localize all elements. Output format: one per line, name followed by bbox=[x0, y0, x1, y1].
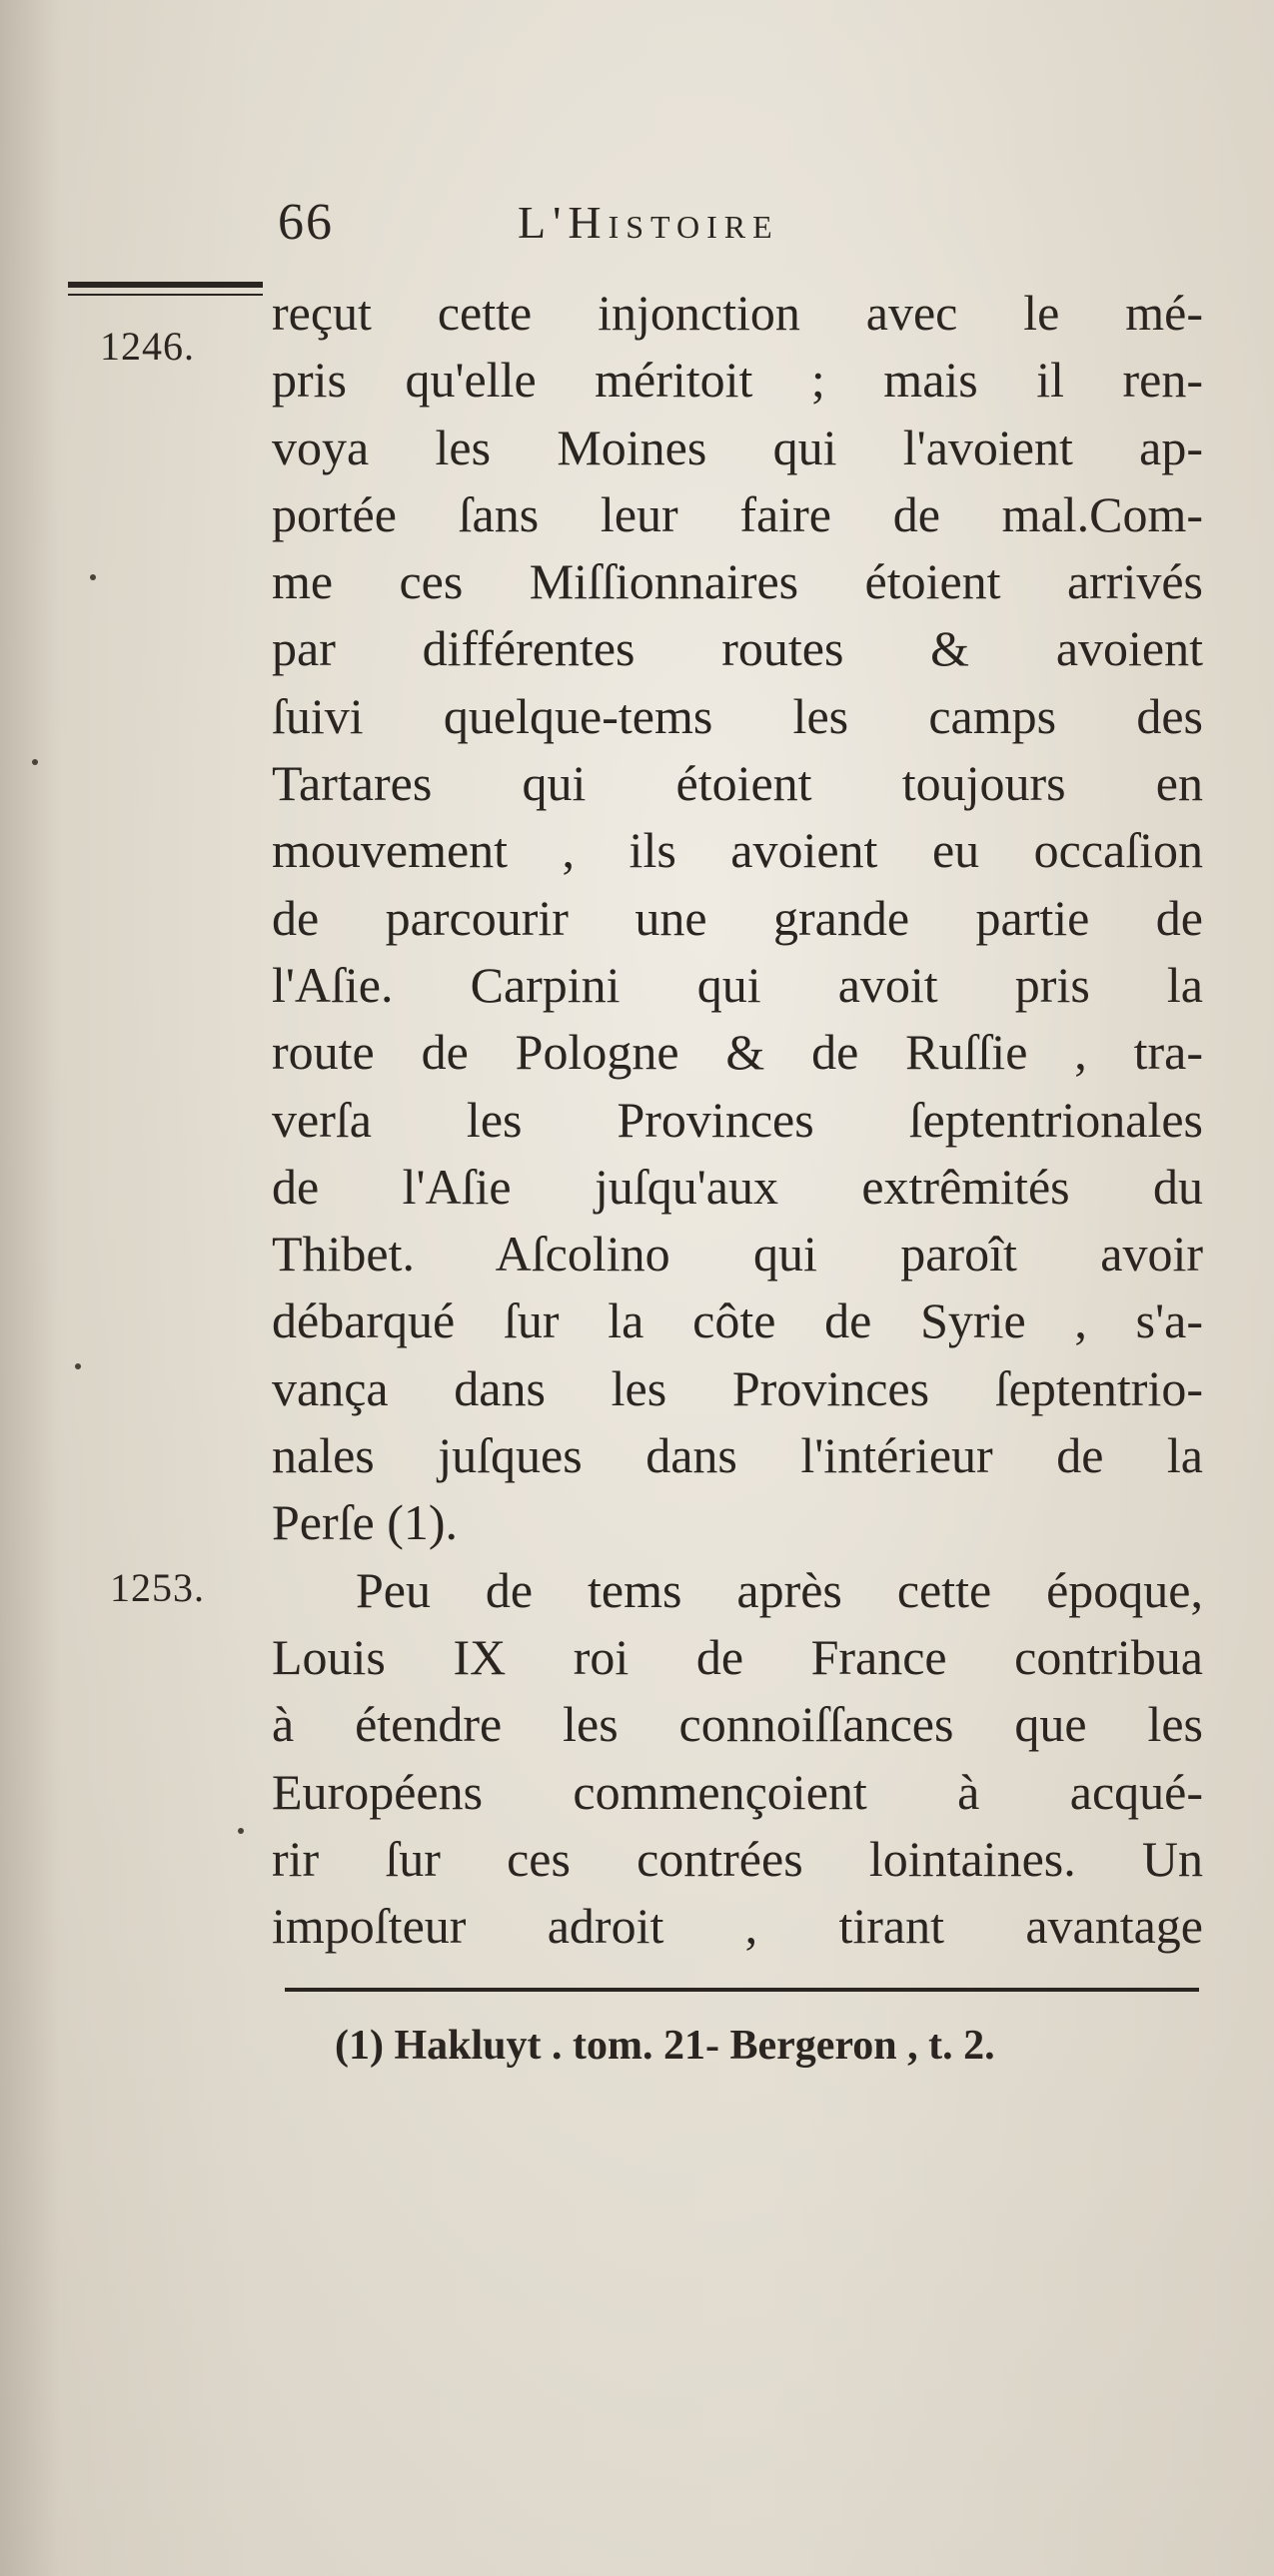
footnote: (1) Hakluyt . tom. 21- Bergeron , t. 2. bbox=[335, 2023, 995, 2069]
text-line: me ces Miſſionnaires étoient arrivés bbox=[272, 553, 1203, 610]
text-line: Tartares qui étoient toujours en bbox=[272, 755, 1203, 812]
margin-rule-thin bbox=[68, 294, 263, 296]
text-line: par différentes routes & avoient bbox=[272, 620, 1203, 677]
margin-rule bbox=[68, 282, 263, 288]
text-line: reçut cette injonction avec le mé- bbox=[272, 285, 1203, 341]
text-line: mouvement , ils avoient eu occaſion bbox=[272, 822, 1203, 879]
margin-year-1246: 1246. bbox=[100, 324, 195, 369]
text-line: pris qu'elle méritoit ; mais il ren- bbox=[272, 352, 1203, 409]
text-line: de parcourir une grande partie de bbox=[272, 889, 1203, 946]
page-header bbox=[278, 188, 917, 258]
page-number: 66 bbox=[278, 194, 334, 251]
text-line: Européens commençoient à acqué- bbox=[272, 1763, 1203, 1820]
paper-speck bbox=[32, 759, 38, 765]
text-line: nales juſques dans l'intérieur de la bbox=[272, 1427, 1203, 1484]
paper-speck bbox=[90, 574, 96, 580]
text-line: verſa les Provinces ſeptentrionales bbox=[272, 1091, 1203, 1148]
text-line: vança dans les Provinces ſeptentrio- bbox=[272, 1359, 1203, 1416]
text-line: rir ſur ces contrées lointaines. Un bbox=[272, 1830, 1203, 1887]
text-line: Thibet. Aſcolino qui paroît avoir bbox=[272, 1226, 1203, 1283]
text-line: de l'Aſie juſqu'aux extrêmités du bbox=[272, 1158, 1203, 1215]
text-line: l'Aſie. Carpini qui avoit pris la bbox=[272, 956, 1203, 1013]
text-line: portée ſans leur faire de mal.Com- bbox=[272, 485, 1203, 542]
text-line: impoſteur adroit , tirant avantage bbox=[272, 1898, 1203, 1955]
footnote-rule bbox=[285, 1988, 1199, 1992]
margin-year-1253: 1253. bbox=[110, 1565, 205, 1610]
text-line-paragraph-end: Perſe (1). bbox=[272, 1494, 459, 1551]
text-line: Louis IX roi de France contribua bbox=[272, 1628, 1203, 1685]
paper-speck bbox=[75, 1363, 81, 1369]
body-text bbox=[272, 280, 1203, 1960]
text-line: voya les Moines qui l'avoient ap- bbox=[272, 419, 1203, 475]
text-line-paragraph-start: Peu de tems après cette époque, bbox=[356, 1561, 1203, 1618]
text-line: route de Pologne & de Ruſſie , tra- bbox=[272, 1024, 1203, 1081]
text-line: ſuivi quelque-tems les camps des bbox=[272, 687, 1203, 744]
running-head: L'Histoire bbox=[518, 197, 779, 248]
text-line: débarqué ſur la côte de Syrie , s'a- bbox=[272, 1292, 1203, 1349]
paper-speck bbox=[238, 1828, 244, 1834]
text-line: à étendre les connoiſſances que les bbox=[272, 1696, 1203, 1753]
page-gutter-shadow bbox=[0, 0, 60, 2576]
